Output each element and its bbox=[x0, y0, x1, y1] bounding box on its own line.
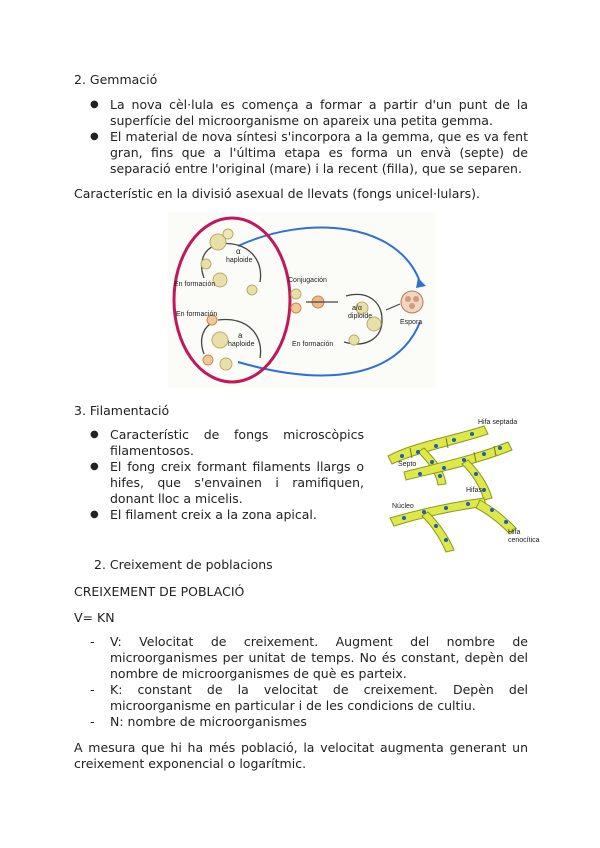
caption-llevats: Característic en la divisió asexual de llevats (fongs unicel·lulars). bbox=[74, 186, 480, 201]
creixement-item-n: N: nombre de microorganismes bbox=[110, 714, 307, 729]
label-diploid-a: a/α bbox=[352, 305, 362, 312]
formula: V= KN bbox=[74, 610, 115, 625]
label-hifa-cenocitica-1: Hifa bbox=[508, 529, 521, 536]
dash-marker: - bbox=[90, 634, 95, 649]
gemmacio-bullet-1: La nova cèl·lula es comença a formar a partir d'un punt de la superfície del microorganisme on apareix una petita gemma. bbox=[110, 97, 528, 128]
label-en-formacio-1: En formación bbox=[174, 281, 216, 288]
heading-filamentacio: 3. Filamentació bbox=[74, 403, 170, 418]
label-haploid-top-a: α bbox=[236, 247, 241, 256]
label-hifa-septada: Hifa septada bbox=[478, 419, 518, 426]
bullet-dot: ● bbox=[90, 461, 99, 472]
filamentacio-bullet-1: Característic de fongs microscòpics filamentosos. bbox=[110, 427, 364, 458]
title-creixement-poblacio: CREIXEMENT DE POBLACIÓ bbox=[74, 584, 245, 599]
label-hifa-cenocitica-2: cenocítica bbox=[508, 537, 540, 544]
label-septo: Septo bbox=[398, 461, 417, 468]
label-haploid-top-b: haploide bbox=[226, 257, 253, 264]
dash-marker: - bbox=[90, 714, 95, 729]
label-en-formacio-2: En formación bbox=[292, 341, 334, 348]
filamentacio-bullet-3: El filament creix a la zona apical. bbox=[110, 507, 317, 522]
bullet-dot: ● bbox=[90, 509, 99, 520]
label-diploid-b: diploide bbox=[348, 313, 373, 320]
label-espora: Espora bbox=[400, 319, 423, 326]
filamentacio-bullet-2: El fong creix formant filaments llargs o hifes, que s'envainen i ramifiquen, donant lloc a micelis. bbox=[110, 459, 364, 506]
label-conjugacion: Conjugación bbox=[288, 277, 327, 284]
heading-gemmacio: 2. Gemmació bbox=[74, 72, 158, 87]
creixement-item-v: V: Velocitat de creixement. Augment del nombre de microorganismes per unitat de temps. No és constant, depèn del nombre de microorganismes de què es parteix. bbox=[110, 634, 528, 681]
hyphae-diagram bbox=[384, 412, 540, 558]
label-haploid-bot-b: haploide bbox=[228, 341, 255, 348]
heading-creixement-poblacions: 2. Creixement de poblacions bbox=[94, 557, 273, 572]
bullet-dot: ● bbox=[90, 99, 99, 110]
label-en-formacio-3: En formación bbox=[176, 311, 218, 318]
bullet-dot: ● bbox=[90, 131, 99, 142]
creixement-conclusion: A mesura que hi ha més població, la velocitat augmenta generant un creixement exponencial o logarítmic. bbox=[74, 740, 528, 771]
label-haploid-bot-a: a bbox=[238, 331, 243, 340]
label-nucleo: Núcleo bbox=[392, 503, 414, 510]
yeast-cycle-diagram bbox=[168, 212, 436, 388]
bullet-dot: ● bbox=[90, 429, 99, 440]
label-hifas: Hifas bbox=[466, 487, 482, 494]
gemmacio-bullet-2: El material de nova síntesi s'incorpora a la gemma, que es va fent gran, fins que a l'última etapa es forma un envà (septe) de separació entre l'original (mare) i la recent (filla), que se separen. bbox=[110, 129, 528, 176]
dash-marker: - bbox=[90, 682, 95, 697]
creixement-item-k: K: constant de la velocitat de creixement. Depèn del microorganisme en particular i de les condicions de cultiu. bbox=[110, 682, 528, 713]
